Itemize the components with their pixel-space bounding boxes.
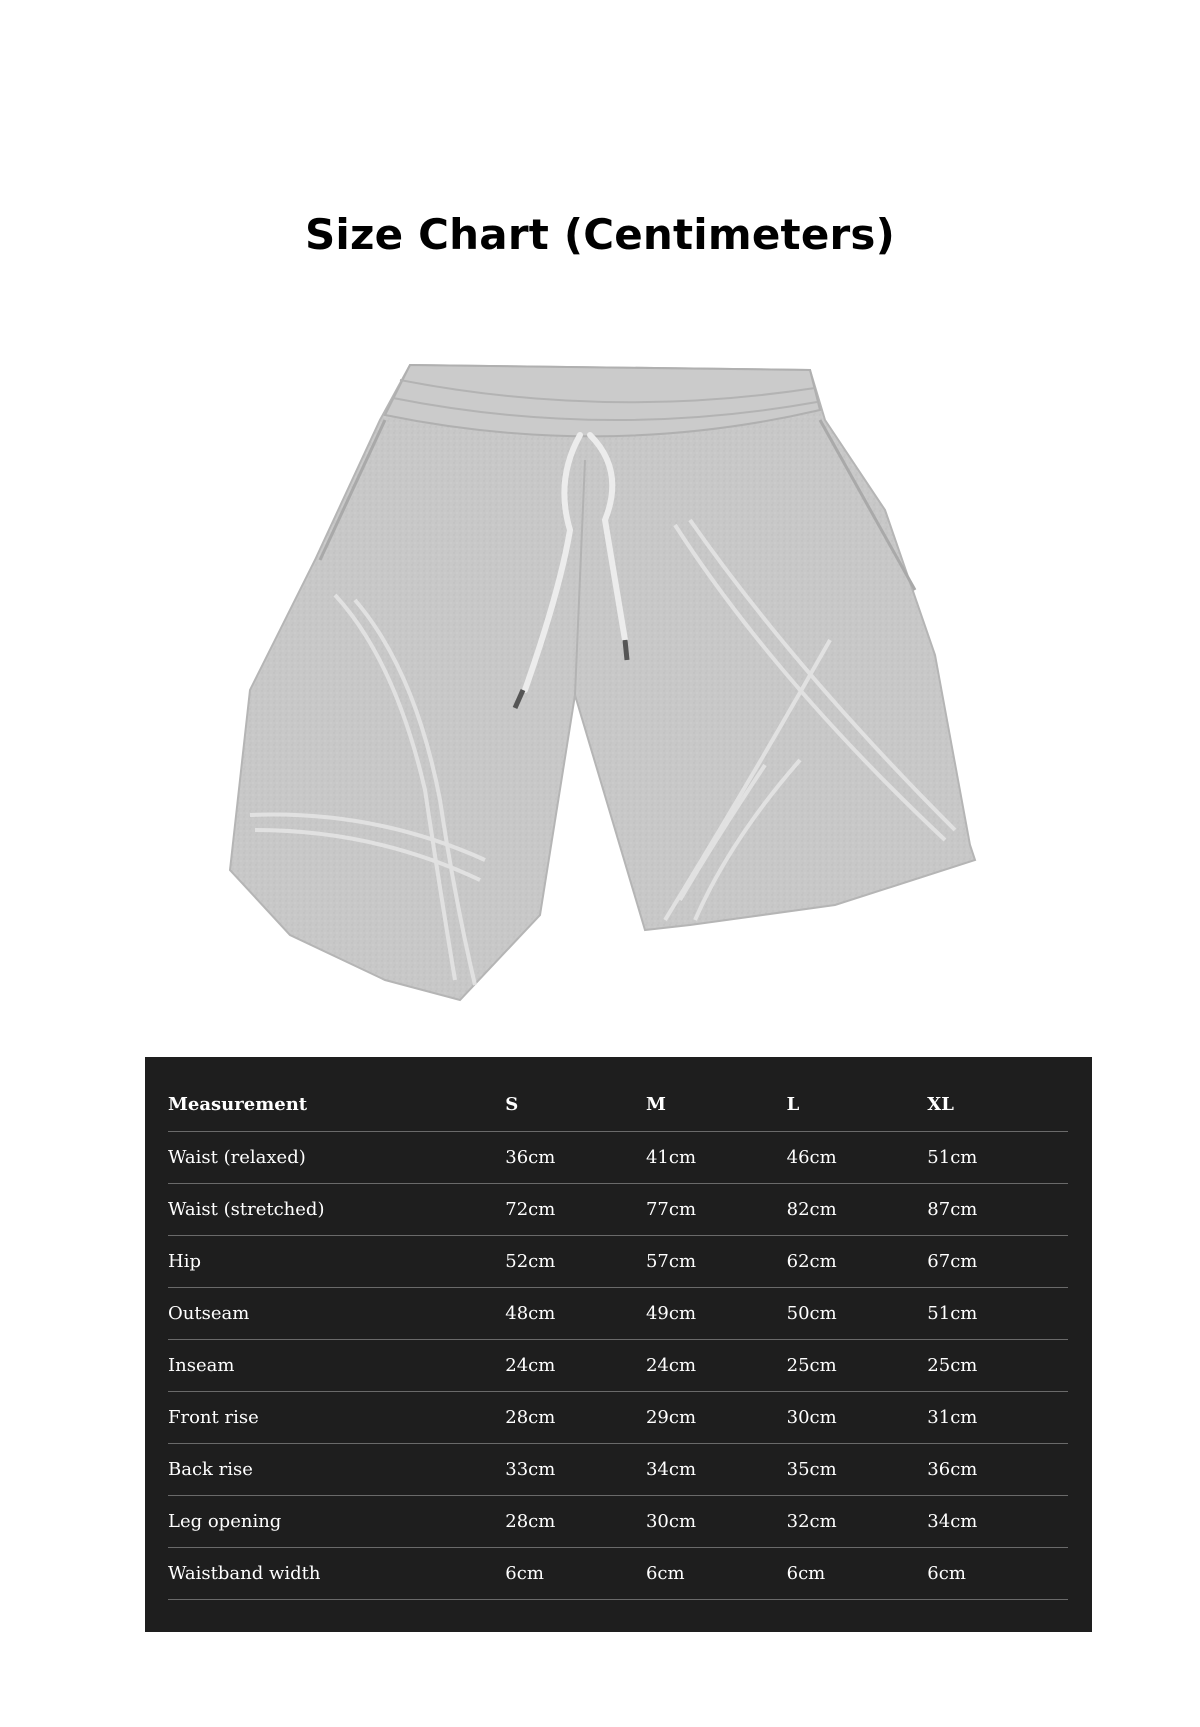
cell-value: 34cm xyxy=(927,1496,1068,1548)
cell-value: 34cm xyxy=(646,1444,787,1496)
row-label: Leg opening xyxy=(168,1496,505,1548)
row-label: Inseam xyxy=(168,1340,505,1392)
table-row xyxy=(168,1548,1068,1600)
cell-value: 87cm xyxy=(927,1184,1068,1236)
size-chart-panel xyxy=(145,1057,1092,1632)
cell-value: 77cm xyxy=(646,1184,787,1236)
table-row xyxy=(168,1184,1068,1236)
cell-value: 30cm xyxy=(646,1496,787,1548)
table-row xyxy=(168,1496,1068,1548)
cell-value: 49cm xyxy=(646,1288,787,1340)
header-size-l: L xyxy=(787,1077,928,1132)
cell-value: 30cm xyxy=(787,1392,928,1444)
table-row xyxy=(168,1236,1068,1288)
cell-value: 52cm xyxy=(505,1236,646,1288)
shorts-product-image xyxy=(225,360,1025,1020)
cell-value: 72cm xyxy=(505,1184,646,1236)
cell-value: 25cm xyxy=(787,1340,928,1392)
cell-value: 6cm xyxy=(646,1548,787,1600)
cell-value: 24cm xyxy=(505,1340,646,1392)
header-size-m: M xyxy=(646,1077,787,1132)
cell-value: 25cm xyxy=(927,1340,1068,1392)
cell-value: 41cm xyxy=(646,1132,787,1184)
table-row xyxy=(168,1340,1068,1392)
cell-value: 57cm xyxy=(646,1236,787,1288)
cell-value: 31cm xyxy=(927,1392,1068,1444)
cell-value: 28cm xyxy=(505,1496,646,1548)
header-measurement: Measurement xyxy=(168,1077,505,1132)
cell-value: 46cm xyxy=(787,1132,928,1184)
row-label: Waist (relaxed) xyxy=(168,1132,505,1184)
table-row xyxy=(168,1392,1068,1444)
header-size-s: S xyxy=(505,1077,646,1132)
table-header-row xyxy=(168,1077,1068,1132)
table-row xyxy=(168,1132,1068,1184)
cell-value: 36cm xyxy=(927,1444,1068,1496)
header-size-xl: XL xyxy=(927,1077,1068,1132)
cell-value: 28cm xyxy=(505,1392,646,1444)
cell-value: 6cm xyxy=(927,1548,1068,1600)
shorts-body xyxy=(230,365,975,1000)
page-title: Size Chart (Centimeters) xyxy=(304,210,896,259)
row-label: Waistband width xyxy=(168,1548,505,1600)
cell-value: 62cm xyxy=(787,1236,928,1288)
row-label: Front rise xyxy=(168,1392,505,1444)
cell-value: 48cm xyxy=(505,1288,646,1340)
cell-value: 35cm xyxy=(787,1444,928,1496)
cell-value: 6cm xyxy=(505,1548,646,1600)
cell-value: 51cm xyxy=(927,1288,1068,1340)
cell-value: 51cm xyxy=(927,1132,1068,1184)
cell-value: 32cm xyxy=(787,1496,928,1548)
row-label: Waist (stretched) xyxy=(168,1184,505,1236)
size-chart-table xyxy=(168,1077,1068,1600)
cell-value: 82cm xyxy=(787,1184,928,1236)
cell-value: 29cm xyxy=(646,1392,787,1444)
cell-value: 6cm xyxy=(787,1548,928,1600)
row-label: Hip xyxy=(168,1236,505,1288)
cell-value: 50cm xyxy=(787,1288,928,1340)
cell-value: 33cm xyxy=(505,1444,646,1496)
table-row xyxy=(168,1444,1068,1496)
row-label: Back rise xyxy=(168,1444,505,1496)
row-label: Outseam xyxy=(168,1288,505,1340)
cell-value: 24cm xyxy=(646,1340,787,1392)
cell-value: 36cm xyxy=(505,1132,646,1184)
cell-value: 67cm xyxy=(927,1236,1068,1288)
table-row xyxy=(168,1288,1068,1340)
